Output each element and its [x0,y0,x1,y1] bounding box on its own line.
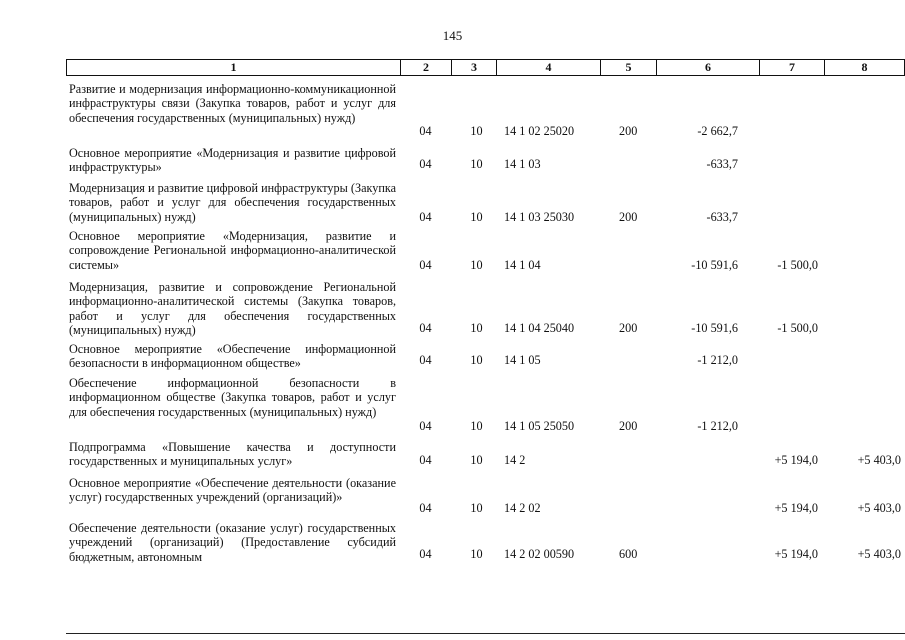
row-cell-c6: -2 662,7 [697,124,738,138]
row-cell-c7: +5 194,0 [774,547,818,561]
row-cell-c3: 10 [470,210,483,224]
row-cell-c6: -1 212,0 [697,353,738,367]
row-cell-c8: +5 403,0 [857,501,901,515]
row-description: Основное мероприятие «Обеспечение деятельности (оказание услуг) государственных учреждений (организаций)» [69,476,396,505]
row-cell-c4: 14 2 02 00590 [504,547,575,561]
row-cell-c2: 04 [419,501,432,515]
row-cell-c6: -633,7 [706,157,738,171]
column-header-2: 2 [401,60,452,75]
row-description: Обеспечение деятельности (оказание услуг) государственных учреждений (организаций) (Предоставление субсидий бюджетным, автономным [69,521,396,564]
row-cell-c2: 04 [419,321,432,335]
row-cell-c5: 200 [619,124,638,138]
row-cell-c3: 10 [470,124,483,138]
row-cell-c4: 14 1 03 [504,157,541,171]
row-cell-c2: 04 [419,124,432,138]
row-description: Подпрограмма «Повышение качества и доступности государственных и муниципальных услуг» [69,440,396,469]
row-description: Основное мероприятие «Модернизация, развитие и сопровождение Региональной информационно-аналитической системы» [69,229,396,272]
row-cell-c3: 10 [470,453,483,467]
table-header [66,59,905,76]
row-cell-c2: 04 [419,258,432,272]
row-cell-c7: -1 500,0 [777,258,818,272]
row-cell-c3: 10 [470,353,483,367]
row-cell-c4: 14 1 03 25030 [504,210,575,224]
row-cell-c8: +5 403,0 [857,547,901,561]
row-cell-c4: 14 1 05 [504,353,541,367]
row-cell-c6: -633,7 [706,210,738,224]
row-cell-c5: 600 [619,547,638,561]
row-cell-c2: 04 [419,210,432,224]
row-cell-c5: 200 [619,419,638,433]
page-number: 145 [442,28,463,43]
row-cell-c2: 04 [419,547,432,561]
row-cell-c2: 04 [419,453,432,467]
column-header-5: 5 [601,60,657,75]
row-cell-c4: 14 1 04 [504,258,541,272]
row-cell-c4: 14 1 02 25020 [504,124,575,138]
row-cell-c2: 04 [419,157,432,171]
row-description: Основное мероприятие «Модернизация и развитие цифровой инфраструктуры» [69,146,396,175]
row-cell-c7: +5 194,0 [774,501,818,515]
column-header-8: 8 [861,60,868,74]
row-cell-c5: 200 [619,321,638,335]
row-description: Модернизация, развитие и сопровождение Региональной информационно-аналитической системы (Закупка товаров, работ и услуг для обеспечения государственных (муниципальных) нужд) [69,280,396,337]
row-cell-c3: 10 [470,157,483,171]
row-cell-c6: -10 591,6 [691,321,738,335]
column-header-3: 3 [452,60,497,75]
column-header-6: 6 [657,60,760,75]
column-header-4: 4 [497,60,601,75]
row-cell-c2: 04 [419,419,432,433]
row-cell-c3: 10 [470,501,483,515]
row-cell-c6: -1 212,0 [697,419,738,433]
row-cell-c2: 04 [419,353,432,367]
row-cell-c8: +5 403,0 [857,453,901,467]
row-cell-c7: +5 194,0 [774,453,818,467]
row-cell-c4: 14 2 [504,453,526,467]
row-cell-c3: 10 [470,321,483,335]
row-cell-c3: 10 [470,258,483,272]
row-cell-c3: 10 [470,547,483,561]
row-description: Основное мероприятие «Обеспечение информационной безопасности в информационном обществе» [69,342,396,371]
row-description: Обеспечение информационной безопасности в информационном обществе (Закупка товаров, работ и услуг для обеспечения государственных (муниципальных) нужд) [69,376,396,419]
row-cell-c7: -1 500,0 [777,321,818,335]
row-cell-c6: -10 591,6 [691,258,738,272]
row-cell-c4: 14 1 05 25050 [504,419,575,433]
row-cell-c3: 10 [470,419,483,433]
bottom-rule [66,633,905,634]
row-cell-c4: 14 2 02 [504,501,541,515]
row-cell-c5: 200 [619,210,638,224]
column-header-7: 7 [760,60,825,75]
column-header-1: 1 [67,60,401,75]
row-description: Модернизация и развитие цифровой инфраструктуры (Закупка товаров, работ и услуг для обеспечения государственных (муниципальных) нужд) [69,181,396,224]
row-description: Развитие и модернизация информационно-коммуникационной инфраструктуры связи (Закупка товаров, работ и услуг для обеспечения государственных (муниципальных) нужд) [69,82,396,125]
row-cell-c4: 14 1 04 25040 [504,321,575,335]
